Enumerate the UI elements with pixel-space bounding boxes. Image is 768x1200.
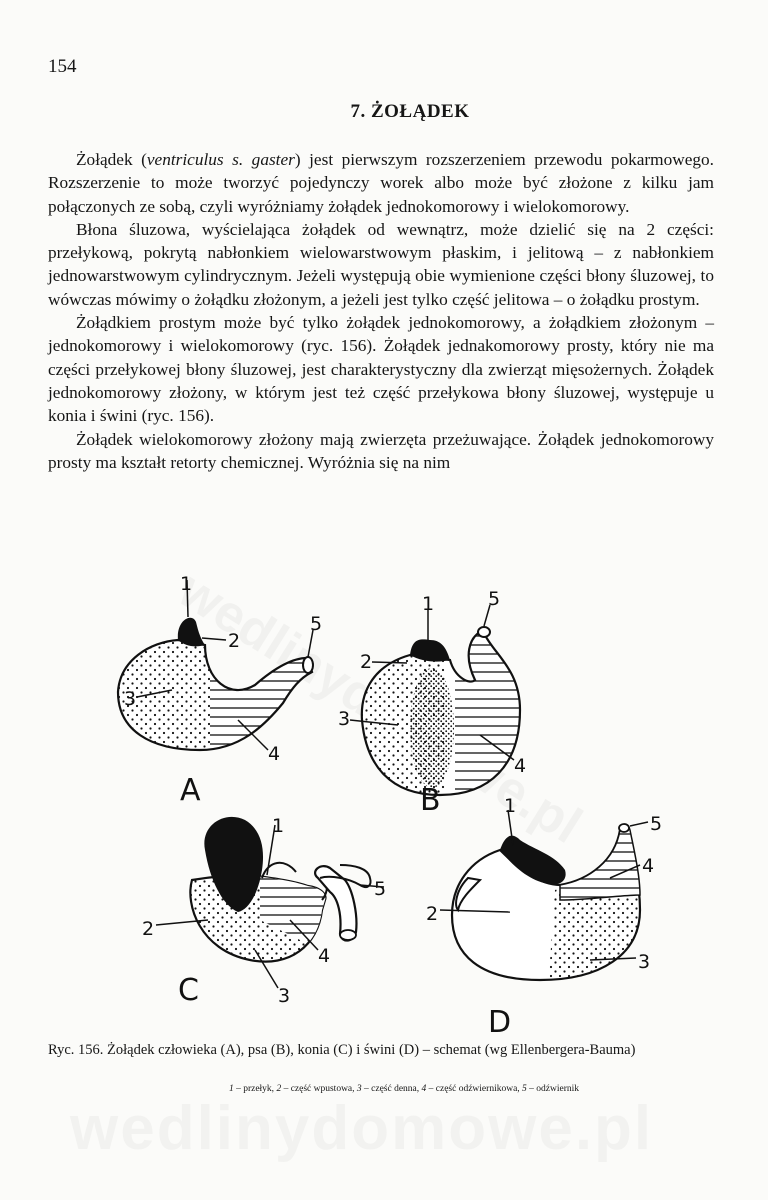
label-d-5: 5 <box>650 813 663 835</box>
panel-letter-b: B <box>420 783 441 818</box>
paragraph-2: Błona śluzowa, wyścielająca żołądek od wewnątrz, może dzielić się na 2 części: przełykową, pokrytą nabłonkiem wielowarstwowym płaskim, i jelitową – z nabłonkiem jednowarstwowym cylindrycznym. Jeżeli występują obie wymienione części błony śluzowej, to wówczas mówimy o żołądku złożonym, a jeżeli jest tylko część jelitowa – o żołądku prostym. <box>48 219 714 309</box>
paragraph-4: Żołądek wielokomorowy złożony mają zwierzęta przeżuwające. Żołądek jednokomorowy prosty ma kształt retorty chemicznej. Wyróżnia się na nim <box>48 429 714 472</box>
legend-num-4: 4 <box>421 1084 427 1094</box>
label-d-3: 3 <box>638 951 651 973</box>
legend-text-4: – część odźwiernikowa, <box>426 1084 523 1094</box>
stomach-diagram <box>0 560 768 1040</box>
label-d-4: 4 <box>642 855 655 877</box>
panel-letter-d: D <box>488 1005 512 1040</box>
chapter-title: 7. ŻOŁĄDEK <box>350 101 470 122</box>
paragraph-3: Żołądkiem prostym może być tylko żołądek jednokomorowy, a żołądkiem złożonym – jednokomorowy i wielokomorowy (ryc. 156). Żołądek jednakomorowy prosty, który nie ma części przełykowej błony śluzowej, jest charakterystyczny dla zwierząt mięsożernych. Żołądek jednokomorowy złożony, w którym jest też część przełykowa błony śluzowej, występuje u konia i świni (ryc. 156). <box>48 313 714 426</box>
panel-c-horse <box>142 815 386 1008</box>
label-d-2: 2 <box>426 903 439 925</box>
legend-text-3: – część denna, <box>361 1084 422 1094</box>
panel-letter-a: A <box>180 773 201 808</box>
label-a-2: 2 <box>228 630 241 652</box>
panel-letter-c: C <box>178 973 199 1008</box>
figure-caption: Ryc. 156. Żołądek człowieka (A), psa (B), konia (C) i świni (D) – schemat (wg Ellenbergera-Bauma) <box>48 1042 636 1058</box>
legend-num-5: 5 <box>522 1084 527 1094</box>
legend-text-2: – część wpustowa, <box>281 1084 357 1094</box>
page-number: 154 <box>48 56 77 77</box>
stomach-figure <box>0 560 768 1040</box>
body-text <box>48 148 714 474</box>
panel-d-pig <box>426 795 662 1040</box>
label-a-5: 5 <box>310 613 323 635</box>
label-b-1: 1 <box>422 593 435 615</box>
legend-num-3: 3 <box>356 1084 362 1094</box>
legend-text-5: – odźwiernik <box>526 1084 580 1094</box>
label-b-4: 4 <box>514 755 527 777</box>
paragraph-1-text-b: ) jest pierwszym rozszerzeniem przewodu pokarmowego. Rozszerzenie to może tworzyć pojedynczy worek albo może być złożone z kilku jam połączonych ze sobą, czyli wyróżniamy żołądek jednokomorowy i wielokomorowy. <box>48 150 714 216</box>
legend-num-1: 1 <box>228 1084 234 1094</box>
label-a-3: 3 <box>124 688 137 710</box>
label-c-4: 4 <box>318 945 331 967</box>
legend-num-2: 2 <box>276 1084 282 1094</box>
latin-term: ventriculus s. gaster <box>146 150 295 169</box>
label-a-4: 4 <box>268 743 281 765</box>
bottom-watermark <box>70 1093 653 1164</box>
legend-text-1: – przełyk, <box>233 1084 277 1094</box>
panel-a-human <box>110 573 322 808</box>
label-c-2: 2 <box>142 918 155 940</box>
label-d-1: 1 <box>504 795 517 817</box>
label-b-2: 2 <box>360 651 373 673</box>
paragraph-1-text-a: Żołądek ( <box>76 150 147 169</box>
paragraph-1 <box>48 148 714 218</box>
panel-b-dog <box>338 588 526 818</box>
label-c-3: 3 <box>278 985 291 1007</box>
label-b-3: 3 <box>338 708 351 730</box>
label-c-5: 5 <box>374 878 387 900</box>
label-c-1: 1 <box>272 815 285 837</box>
label-a-1: 1 <box>180 573 193 595</box>
label-b-5: 5 <box>488 588 501 610</box>
